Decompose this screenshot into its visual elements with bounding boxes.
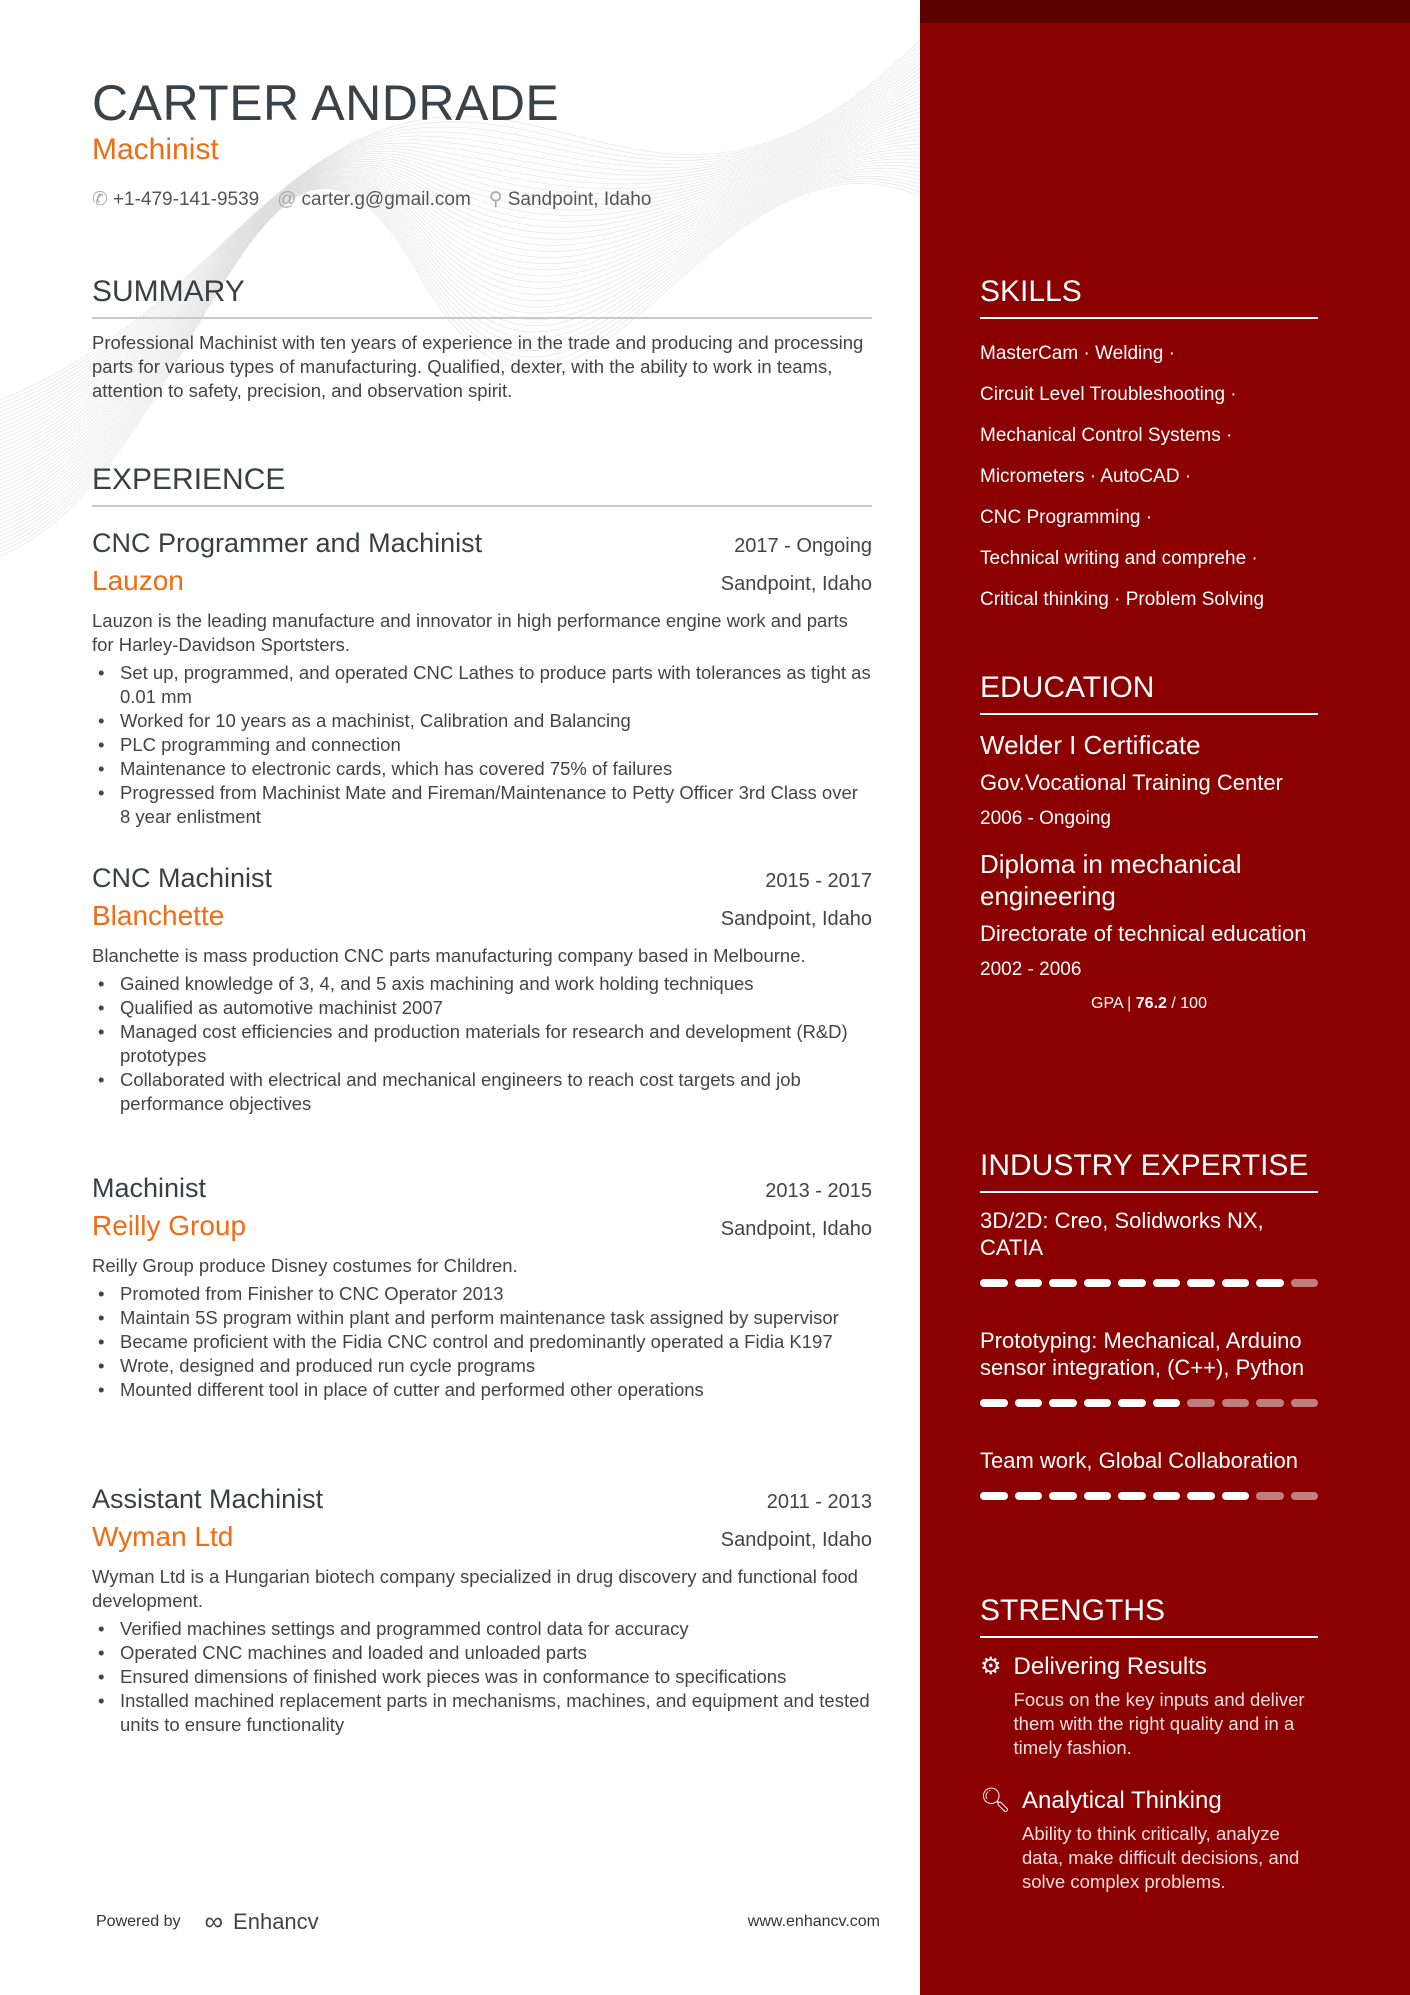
strength-title: Analytical Thinking bbox=[1022, 1787, 1222, 1814]
job-entry bbox=[92, 863, 872, 1116]
rating-segment bbox=[1187, 1399, 1215, 1407]
bullet: • PLC programming and connection bbox=[92, 733, 872, 757]
company-description: Wyman Ltd is a Hungarian biotech company specialized in drug discovery and functional food development. bbox=[92, 1566, 858, 1611]
rating-segment bbox=[1049, 1399, 1077, 1407]
rating-segment bbox=[1187, 1279, 1215, 1287]
bullet: • Progressed from Machinist Mate and Fireman/Maintenance to Petty Officer 3rd Class over 8 year enlistment bbox=[92, 781, 872, 829]
rating-segment bbox=[1256, 1399, 1284, 1407]
rating-segment bbox=[1256, 1279, 1284, 1287]
expertise-name: 3D/2D: Creo, Solidworks NX, CATIA bbox=[980, 1208, 1264, 1260]
job-dates: 2017 - Ongoing bbox=[734, 535, 872, 557]
bullet: • Gained knowledge of 3, 4, and 5 axis machining and work holding techniques bbox=[92, 972, 872, 996]
rating-bar bbox=[980, 1279, 1318, 1287]
bullet: • Installed machined replacement parts in mechanisms, machines, and equipment and tested units to ensure functionality bbox=[92, 1689, 872, 1737]
bullet: • Set up, programmed, and operated CNC Lathes to produce parts with tolerances as tight as 0.01 mm bbox=[92, 661, 872, 709]
company-name: Reilly Group bbox=[92, 1210, 247, 1241]
job-dates: 2011 - 2013 bbox=[766, 1491, 872, 1513]
strength-item bbox=[980, 1786, 1318, 1894]
rating-segment bbox=[1049, 1492, 1077, 1500]
company-name: Lauzon bbox=[92, 565, 184, 596]
rating-segment bbox=[1187, 1492, 1215, 1500]
skill-item: Critical thinking · Problem Solving bbox=[980, 589, 1265, 610]
section-heading: STRENGTHS bbox=[980, 1594, 1318, 1638]
rating-segment bbox=[1084, 1492, 1112, 1500]
education-item bbox=[980, 729, 1318, 830]
strength-description: Ability to think critically, analyze data, make difficult decisions, and solve complex problems. bbox=[1022, 1823, 1300, 1892]
company-name: Blanchette bbox=[92, 900, 225, 931]
rating-segment bbox=[1256, 1492, 1284, 1500]
summary-section bbox=[92, 275, 872, 403]
section-heading: EXPERIENCE bbox=[92, 463, 872, 507]
education-dates: 2002 - 2006 bbox=[980, 959, 1082, 980]
bullet: • Ensured dimensions of finished work pieces was in conformance to specifications bbox=[92, 1665, 872, 1689]
rating-segment bbox=[980, 1492, 1008, 1500]
education-section bbox=[980, 671, 1318, 1013]
degree: Welder I Certificate bbox=[980, 730, 1201, 760]
bullet: • Worked for 10 years as a machinist, Calibration and Balancing bbox=[92, 709, 872, 733]
job-dates: 2013 - 2015 bbox=[765, 1180, 872, 1202]
skill-item: Micrometers · AutoCAD · bbox=[980, 466, 1192, 487]
bullet: • Managed cost efficiencies and production materials for research and development (R&D) prototypes bbox=[92, 1020, 872, 1068]
bullet: • Operated CNC machines and loaded and unloaded parts bbox=[92, 1641, 872, 1665]
section-heading: INDUSTRY EXPERTISE bbox=[980, 1149, 1318, 1193]
rating-segment bbox=[1222, 1399, 1250, 1407]
rating-segment bbox=[1153, 1399, 1181, 1407]
enhancv-logo[interactable]: ∞ Enhancv bbox=[204, 1906, 319, 1936]
job-location: Sandpoint, Idaho bbox=[720, 908, 872, 930]
rating-segment bbox=[1049, 1279, 1077, 1287]
expertise-item bbox=[980, 1207, 1318, 1287]
summary-text: Professional Machinist with ten years of experience in the trade and producing and processing parts for various types of manufacturing. Qualified, dexter, with the ability to work in teams, attention to safety, precision, and observation spirit. bbox=[92, 332, 864, 401]
job-entry bbox=[92, 528, 872, 829]
degree: Diploma in mechanical engineering bbox=[980, 849, 1242, 911]
email[interactable]: @ carter.g@gmail.com bbox=[277, 188, 471, 210]
strength-description: Focus on the key inputs and deliver them with the right quality and in a timely fashion. bbox=[1013, 1689, 1305, 1758]
education-item bbox=[980, 848, 1318, 1013]
phone: ✆ +1-479-141-9539 bbox=[92, 189, 260, 210]
website-link[interactable]: www.enhancv.com bbox=[747, 1912, 880, 1930]
section-heading: EDUCATION bbox=[980, 671, 1318, 715]
location: ⚲ Sandpoint, Idaho bbox=[488, 189, 652, 210]
education-dates: 2006 - Ongoing bbox=[980, 808, 1111, 829]
bullet-list bbox=[92, 661, 872, 829]
bullet: • Promoted from Finisher to CNC Operator 2013 bbox=[92, 1282, 872, 1306]
rating-segment bbox=[1118, 1279, 1146, 1287]
rating-segment bbox=[1153, 1492, 1181, 1500]
rating-segment bbox=[980, 1279, 1008, 1287]
expertise-item bbox=[980, 1327, 1318, 1407]
job-location: Sandpoint, Idaho bbox=[720, 1218, 872, 1240]
candidate-name: CARTER ANDRADE bbox=[92, 75, 560, 131]
powered-by: Powered by bbox=[96, 1912, 181, 1930]
company-name: Wyman Ltd bbox=[92, 1521, 234, 1552]
rating-segment bbox=[1291, 1399, 1319, 1407]
footer bbox=[96, 1906, 880, 1937]
section-heading: SKILLS bbox=[980, 275, 1318, 319]
strength-title: Delivering Results bbox=[1013, 1653, 1207, 1680]
job-title: CNC Machinist bbox=[92, 863, 273, 893]
expertise-item bbox=[980, 1447, 1318, 1500]
skill-item: MasterCam · Welding · bbox=[980, 343, 1175, 364]
rating-segment bbox=[1118, 1399, 1146, 1407]
job-title: Machinist bbox=[92, 1173, 207, 1203]
job-entry bbox=[92, 1484, 872, 1737]
skill-item: Mechanical Control Systems · bbox=[980, 425, 1233, 446]
magnifier-icon: 🔍︎ bbox=[980, 1787, 1011, 1814]
rating-segment bbox=[1222, 1492, 1250, 1500]
gears-icon: ⚙ bbox=[980, 1653, 1002, 1680]
rating-segment bbox=[1015, 1399, 1043, 1407]
bullet: • Verified machines settings and programmed control data for accuracy bbox=[92, 1617, 872, 1641]
rating-bar bbox=[980, 1492, 1318, 1500]
skills-section bbox=[980, 275, 1318, 620]
job-title: Assistant Machinist bbox=[92, 1484, 324, 1514]
section-heading: SUMMARY bbox=[92, 275, 872, 319]
expertise-name: Team work, Global Collaboration bbox=[980, 1448, 1298, 1473]
contact-info bbox=[92, 188, 651, 211]
bullet-list bbox=[92, 1282, 872, 1402]
skill-item: Circuit Level Troubleshooting · bbox=[980, 384, 1237, 405]
bullet-list bbox=[92, 972, 872, 1116]
rating-segment bbox=[1222, 1279, 1250, 1287]
job-entry bbox=[92, 1173, 872, 1402]
strengths-section bbox=[980, 1594, 1318, 1920]
strength-item bbox=[980, 1652, 1318, 1760]
rating-segment bbox=[1084, 1399, 1112, 1407]
rating-segment bbox=[1153, 1279, 1181, 1287]
experience-section bbox=[92, 463, 872, 519]
candidate-title: Machinist bbox=[92, 133, 219, 166]
bullet: • Maintain 5S program within plant and perform maintenance task assigned by supervisor bbox=[92, 1306, 872, 1330]
location-pin-icon: ⚲ bbox=[488, 189, 503, 210]
company-description: Lauzon is the leading manufacture and innovator in high performance engine work and parts for Harley-Davidson Sportsters. bbox=[92, 610, 848, 655]
bullet: • Became proficient with the Fidia CNC control and predominantly operated a Fidia K197 bbox=[92, 1330, 872, 1354]
job-dates: 2015 - 2017 bbox=[765, 870, 872, 892]
logo-icon: ∞ bbox=[204, 1906, 224, 1936]
bullet-list bbox=[92, 1617, 872, 1737]
company-description: Reilly Group produce Disney costumes for Children. bbox=[92, 1255, 518, 1276]
school: Gov.Vocational Training Center bbox=[980, 770, 1283, 795]
job-title: CNC Programmer and Machinist bbox=[92, 528, 483, 558]
bullet: • Collaborated with electrical and mechanical engineers to reach cost targets and job performance objectives bbox=[92, 1068, 872, 1116]
rating-segment bbox=[1118, 1492, 1146, 1500]
school: Directorate of technical education bbox=[980, 921, 1307, 946]
rating-segment bbox=[980, 1399, 1008, 1407]
job-location: Sandpoint, Idaho bbox=[720, 573, 872, 595]
bullet: • Wrote, designed and produced run cycle programs bbox=[92, 1354, 872, 1378]
company-description: Blanchette is mass production CNC parts manufacturing company based in Melbourne. bbox=[92, 945, 806, 966]
expertise-name: Prototyping: Mechanical, Arduino sensor integration, (C++), Python bbox=[980, 1328, 1305, 1380]
phone-icon: ✆ bbox=[92, 189, 108, 210]
job-location: Sandpoint, Idaho bbox=[720, 1529, 872, 1551]
at-icon: @ bbox=[277, 188, 297, 210]
skill-item: CNC Programming · bbox=[980, 507, 1153, 528]
gpa: GPA | 76.2 / 100 bbox=[1091, 995, 1207, 1012]
bullet: • Maintenance to electronic cards, which has covered 75% of failures bbox=[92, 757, 872, 781]
rating-segment bbox=[1015, 1492, 1043, 1500]
rating-segment bbox=[1291, 1492, 1319, 1500]
top-band bbox=[920, 0, 1410, 23]
bullet: • Qualified as automotive machinist 2007 bbox=[92, 996, 872, 1020]
rating-segment bbox=[1084, 1279, 1112, 1287]
rating-segment bbox=[1291, 1279, 1319, 1287]
rating-bar bbox=[980, 1399, 1318, 1407]
rating-segment bbox=[1015, 1279, 1043, 1287]
skill-item: Technical writing and comprehe · bbox=[980, 548, 1258, 569]
industry-expertise-section bbox=[980, 1149, 1318, 1540]
bullet: • Mounted different tool in place of cutter and performed other operations bbox=[92, 1378, 872, 1402]
